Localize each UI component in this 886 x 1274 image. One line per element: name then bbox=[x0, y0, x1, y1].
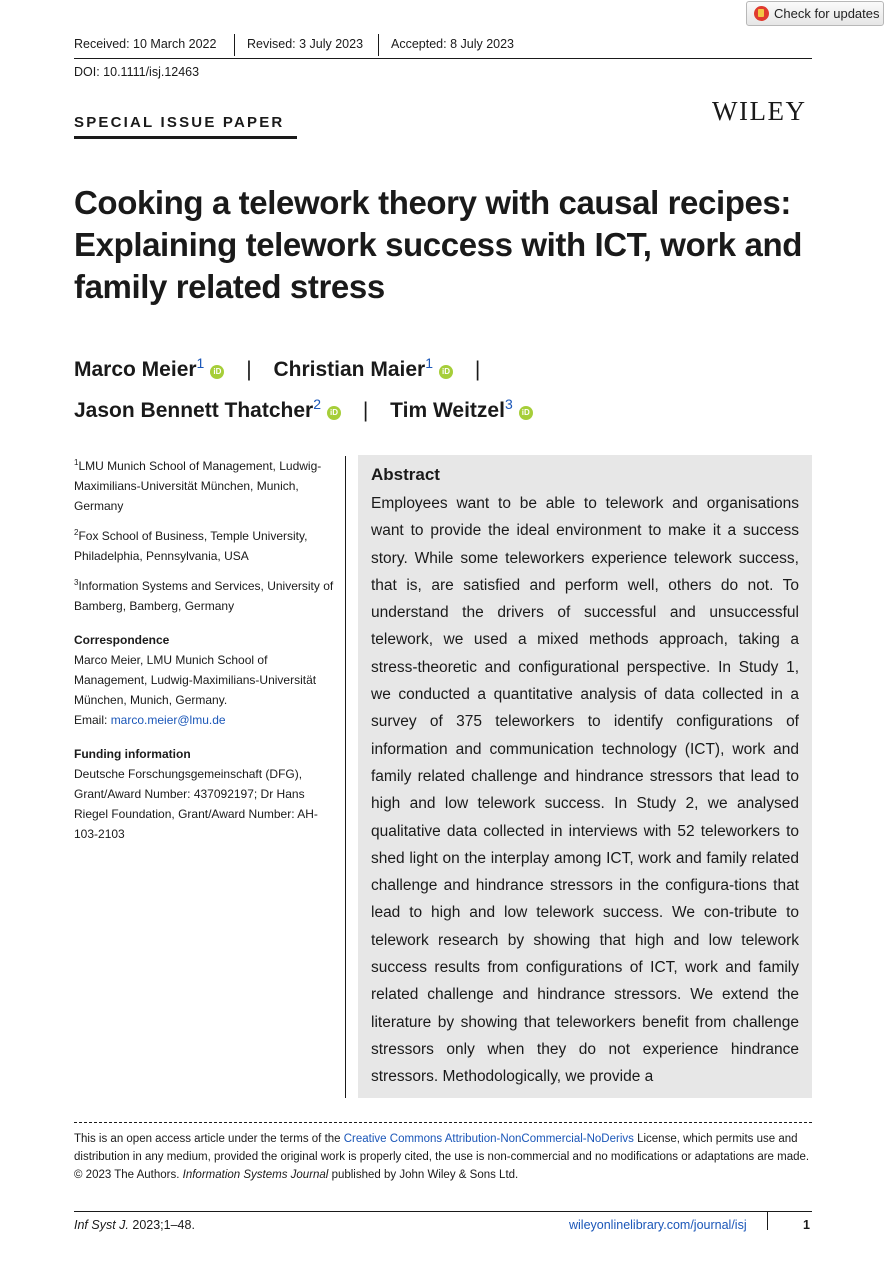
received-date: Received: 10 March 2022 bbox=[74, 37, 217, 51]
check-for-updates-button[interactable] bbox=[746, 1, 884, 26]
abstract-text: Employees want to be able to telework and organisations want to provide the ideal environment to make it a success story. While some teleworkers experience telework success, that is, are satisfied and perform well, others do not. To understand the drivers of successful and unsuccessful telework, we used a mixed methods approach, taking a stress-theoretic and configurational perspective. In Study 1, we conducted a quantitative analysis of data collected in a survey of 375 teleworkers to identify configurations of information and communication technology (ICT), work and family related challenge and hindrance stressors that lead to high and low telework success. In Study 2, we analysed qualitative data collected in interviews with 52 teleworkers to shed light on the interplay among ICT, work and family related challenge and hindrance stressors in the configura-tions that lead to high and low telework success. We con-tribute to telework research by showing that high and low telework success results from configurations of ICT, work and family related challenge and hindrance stressors. We extend the literature by showing that teleworkers benefit from challenge stressors only when they do not experience hindrance stressors. Methodologically, we provide a bbox=[371, 495, 799, 1086]
column-divider bbox=[345, 456, 346, 1098]
correspondence-heading: Correspondence bbox=[74, 633, 170, 647]
page-number: 1 bbox=[803, 1218, 810, 1232]
license-text: This is an open access article under the terms of the Creative Commons Attribution-NonCommercial-NoDerivs License, which permits use and distribution in any medium, provided the original work is properly cited, the use is non-commercial and no modifications or adaptations are made. © 2023 The Authors. Information Systems Journal published by John Wiley & Sons Ltd. bbox=[74, 1133, 810, 1181]
license-link[interactable]: Creative Commons Attribution-NonCommercial-NoDerivs bbox=[343, 1133, 634, 1145]
correspondence-text: Marco Meier, LMU Munich School of Management, Ludwig-Maximilians-Universität München, Munich, Germany. Email: marco.meier@lmu.de bbox=[74, 653, 317, 727]
orcid-icon[interactable]: iD bbox=[439, 365, 453, 379]
affiliation: $^3$Information Systems and Services, University of Bamberg, Bamberg, Germany bbox=[74, 578, 334, 613]
header-rule bbox=[74, 58, 812, 59]
journal-url-link[interactable]: wileyonlinelibrary.com/journal/isj bbox=[569, 1218, 747, 1232]
funding-text: Deutsche Forschungsgemeinschaft (DFG), Grant/Award Number: 437092197; Dr Hans Riegel Foundation, Grant/Award Number: AH-103-2103 bbox=[74, 767, 318, 841]
author-name[interactable]: Tim Weitzel bbox=[390, 399, 505, 422]
affiliations-column bbox=[74, 453, 336, 851]
author-name[interactable]: Marco Meier bbox=[74, 358, 197, 381]
section-underline bbox=[74, 136, 297, 139]
affiliation-ref[interactable]: 3 bbox=[504, 396, 513, 412]
revised-date: Revised: 3 July 2023 bbox=[247, 37, 364, 51]
affiliation-ref[interactable]: 2 bbox=[313, 396, 322, 412]
paper-title bbox=[74, 182, 814, 308]
author-name[interactable]: Christian Maier bbox=[273, 358, 426, 381]
title-line-2: Explaining telework success with ICT, work and bbox=[74, 226, 802, 263]
crossmark-icon bbox=[754, 6, 769, 21]
author-separator: | bbox=[474, 358, 481, 381]
orcid-icon[interactable]: iD bbox=[327, 406, 341, 420]
author-list bbox=[74, 346, 533, 428]
author-name[interactable]: Jason Bennett Thatcher bbox=[74, 399, 314, 422]
check-for-updates-label: Check for updates bbox=[774, 6, 880, 21]
orcid-icon[interactable]: iD bbox=[210, 365, 224, 379]
license-divider bbox=[74, 1122, 812, 1123]
footer-rule bbox=[74, 1211, 812, 1212]
title-line-1: Cooking a telework theory with causal recipes: bbox=[74, 184, 791, 221]
author-separator: | bbox=[246, 358, 252, 381]
affiliation: $^1$LMU Munich School of Management, Ludwig-Maximilians-Universität München, Munich, Germany bbox=[74, 458, 322, 513]
email-link[interactable]: marco.meier@lmu.de bbox=[110, 713, 226, 727]
doi: DOI: 10.1111/isj.12463 bbox=[74, 65, 200, 79]
header-divider bbox=[378, 34, 379, 56]
funding-heading: Funding information bbox=[74, 747, 191, 761]
orcid-icon[interactable]: iD bbox=[519, 406, 533, 420]
citation: Inf Syst J. 2023;1–48. bbox=[74, 1218, 195, 1232]
affiliation-ref[interactable]: 1 bbox=[196, 355, 205, 371]
author-separator: | bbox=[362, 399, 369, 422]
footer-divider bbox=[767, 1212, 768, 1230]
affiliation: $^2$Fox School of Business, Temple University, Philadelphia, Pennsylvania, USA bbox=[74, 528, 308, 563]
accepted-date: Accepted: 8 July 2023 bbox=[391, 37, 514, 51]
abstract-heading: Abstract bbox=[371, 465, 440, 484]
affiliation-ref[interactable]: 1 bbox=[425, 355, 434, 371]
publisher-logo: WILEY bbox=[712, 96, 807, 126]
header-divider bbox=[234, 34, 235, 56]
title-line-3: family related stress bbox=[74, 268, 385, 305]
section-label: SPECIAL ISSUE PAPER bbox=[74, 114, 285, 131]
